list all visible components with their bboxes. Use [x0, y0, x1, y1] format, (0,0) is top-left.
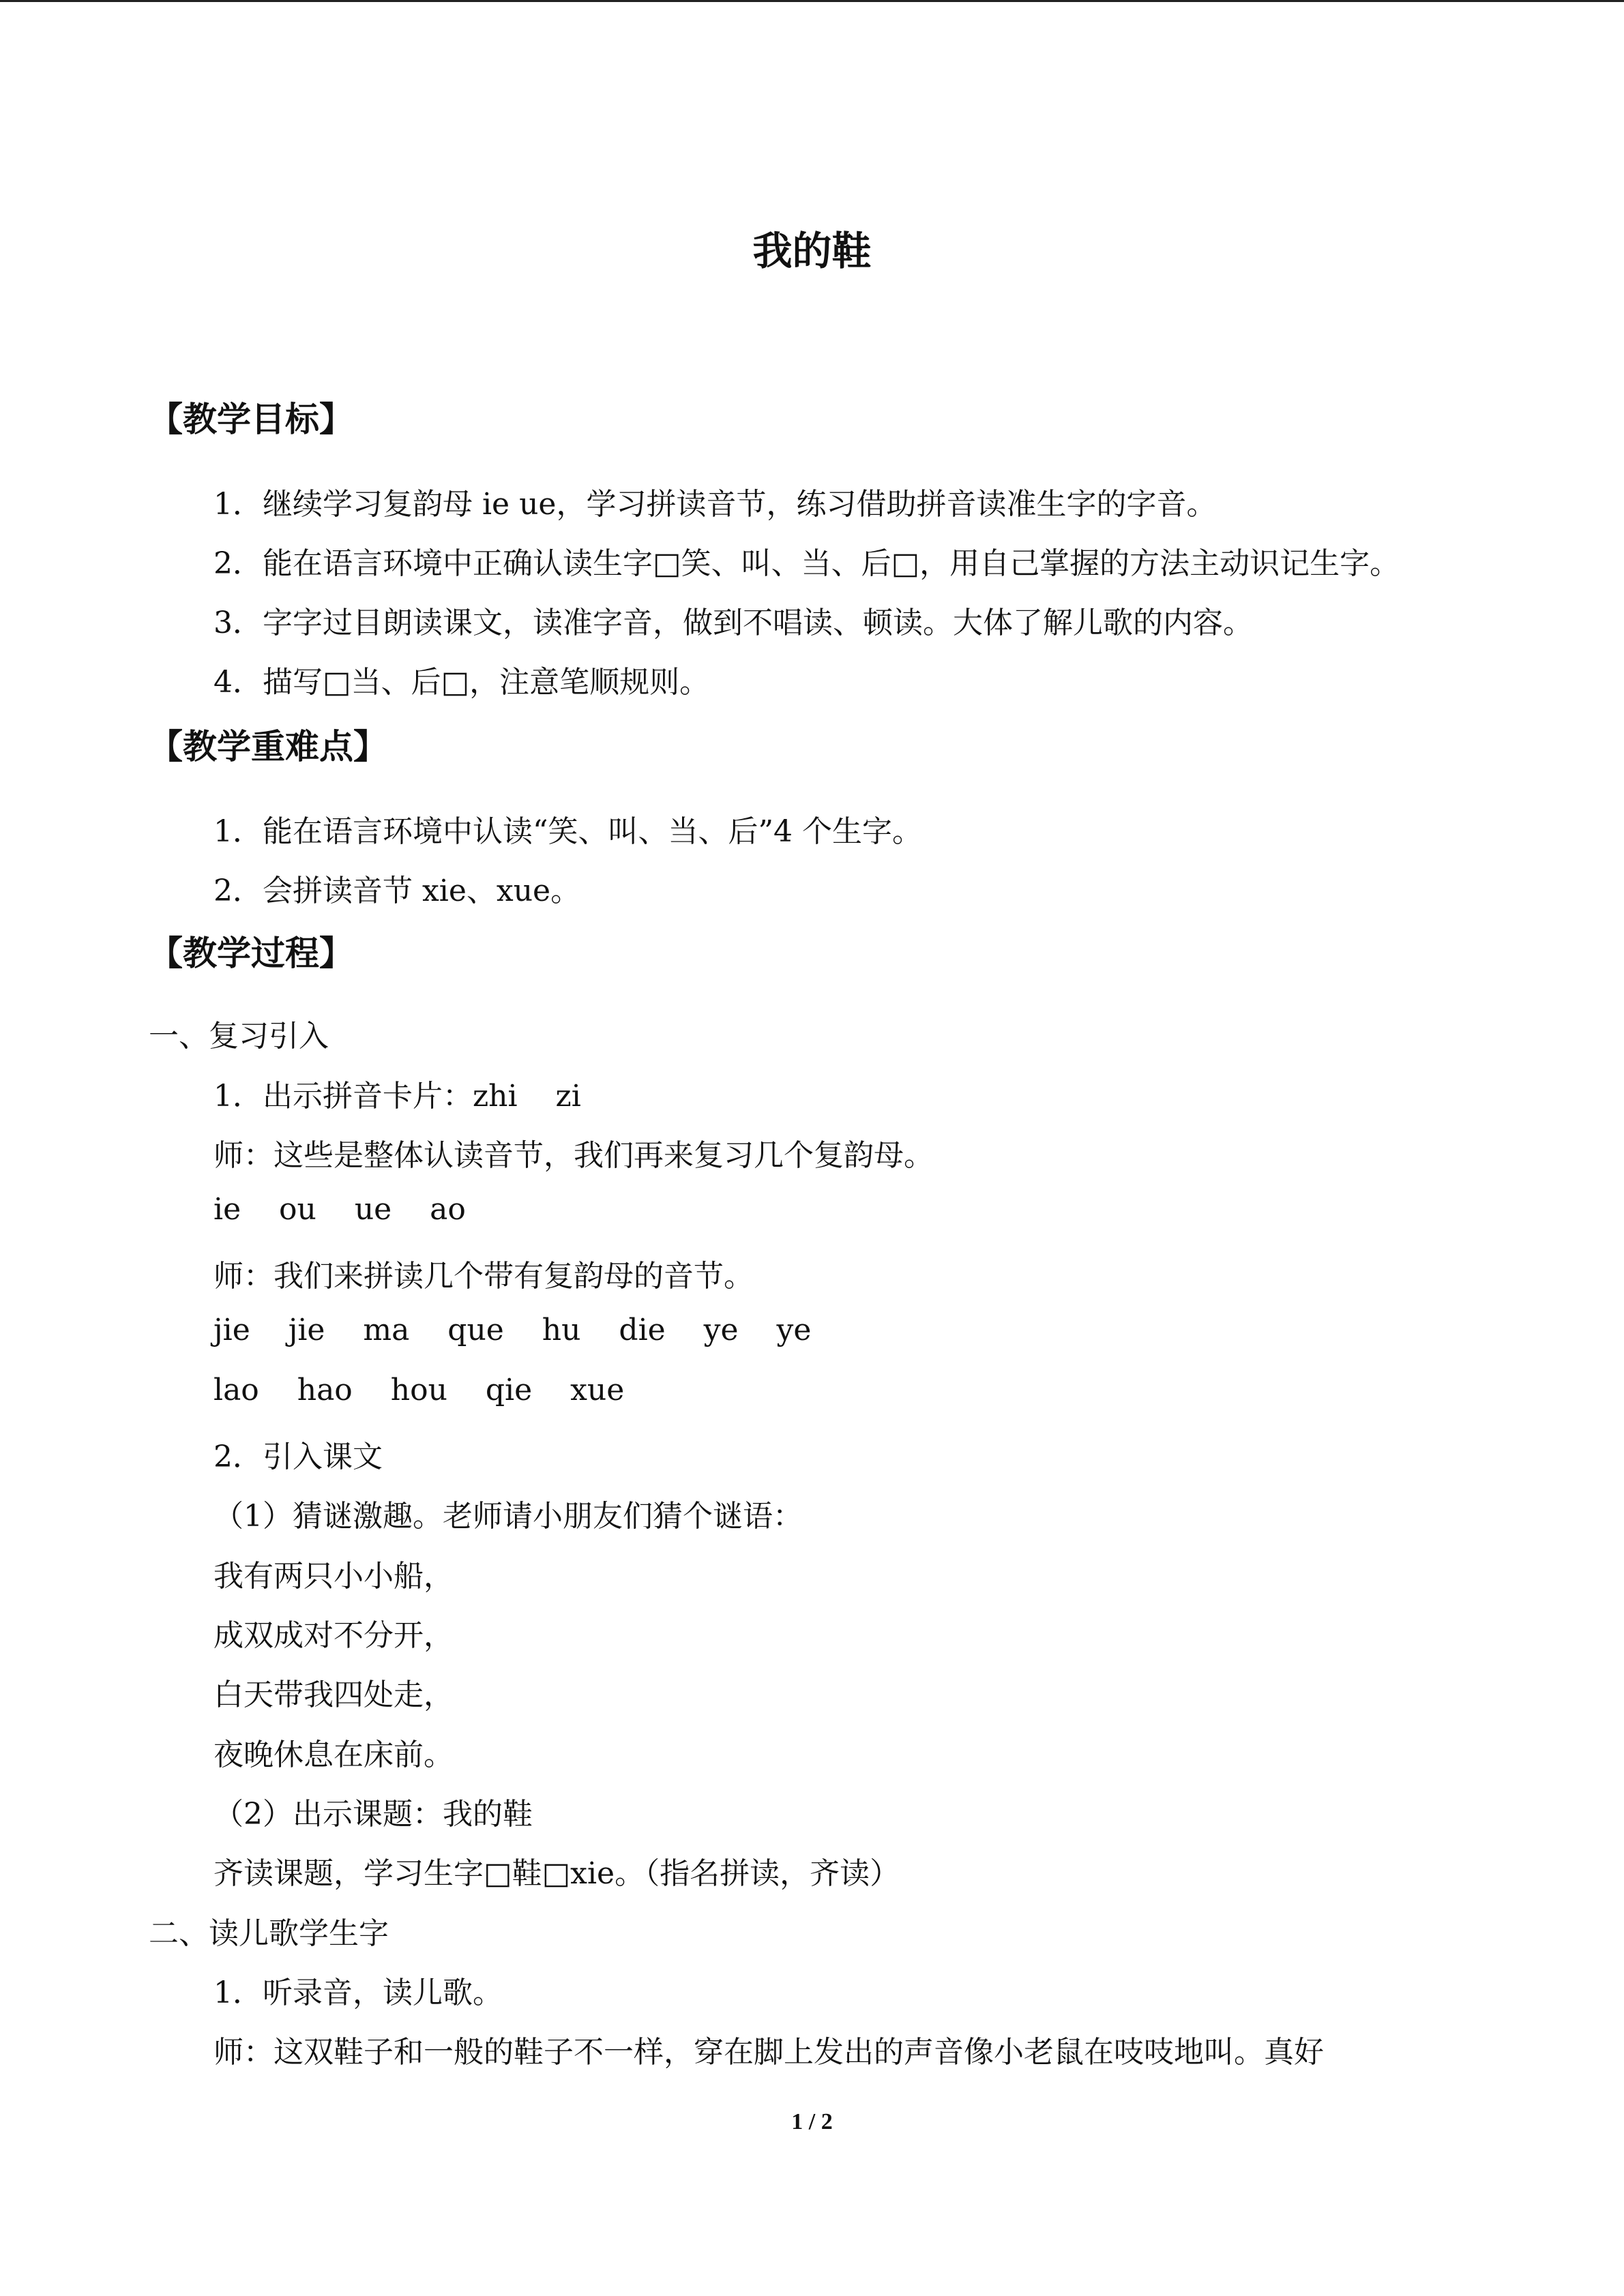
process-heading: 【教学过程】 — [149, 934, 353, 973]
goal-item: 2．能在语言环境中正确认读生字□笑、叫、当、后□，用自己掌握的方法主动识记生字。 — [213, 546, 1400, 581]
part2-line: 师：这双鞋子和一般的鞋子不一样，穿在脚上发出的声音像小老鼠在吱吱地叫。真好 — [213, 2035, 1324, 2070]
part1-line: lao hao hou qie xue — [213, 1373, 625, 1407]
key-points-heading: 【教学重难点】 — [149, 727, 387, 766]
part1-line: （2）出示课题：我的鞋 — [213, 1797, 533, 1832]
part1-line: （1）猜谜激趣。老师请小朋友们猜个谜语： — [213, 1499, 803, 1534]
part2-title: 二、读儿歌学生字 — [149, 1916, 389, 1951]
goal-item: 4．描写□当、后□，注意笔顺规则。 — [213, 665, 710, 700]
key-point-item: 2．会拼读音节 xie、xue。 — [213, 874, 581, 908]
part1-line: 夜晚休息在床前。 — [213, 1738, 454, 1772]
goals-heading: 【教学目标】 — [149, 400, 353, 439]
goal-item: 1．继续学习复韵母 ie ue，学习拼读音节，练习借助拼音读准生字的字音。 — [213, 487, 1217, 522]
part1-line: 师：我们来拼读几个带有复韵母的音节。 — [213, 1259, 754, 1294]
part1-line: jie jie ma que hu die ye ye — [213, 1313, 812, 1347]
goal-item: 3．字字过目朗读课文，读准字音，做到不唱读、顿读。大体了解儿歌的内容。 — [213, 606, 1253, 640]
key-point-item: 1．能在语言环境中认读“笑、叫、当、后”4 个生字。 — [213, 814, 922, 849]
page-number: 1 / 2 — [791, 2109, 833, 2134]
part1-line: 1．出示拼音卡片：zhi zi — [213, 1079, 581, 1114]
part1-line: 白天带我四处走， — [213, 1678, 454, 1712]
part1-line: 我有两只小小船， — [213, 1559, 454, 1594]
part1-line: 2．引入课文 — [213, 1440, 383, 1474]
part2-line: 1．听录音，读儿歌。 — [213, 1976, 503, 2010]
document-title: 我的鞋 — [752, 228, 872, 274]
part1-line: 成双成对不分开， — [213, 1618, 454, 1653]
part1-title: 一、复习引入 — [149, 1019, 329, 1054]
part1-line: 师：这些是整体认读音节，我们再来复习几个复韵母。 — [213, 1138, 934, 1173]
part1-line: ie ou ue ao — [213, 1192, 466, 1227]
part1-line: 齐读课题，学习生字□鞋□xie。（指名拼读，齐读） — [213, 1856, 900, 1891]
